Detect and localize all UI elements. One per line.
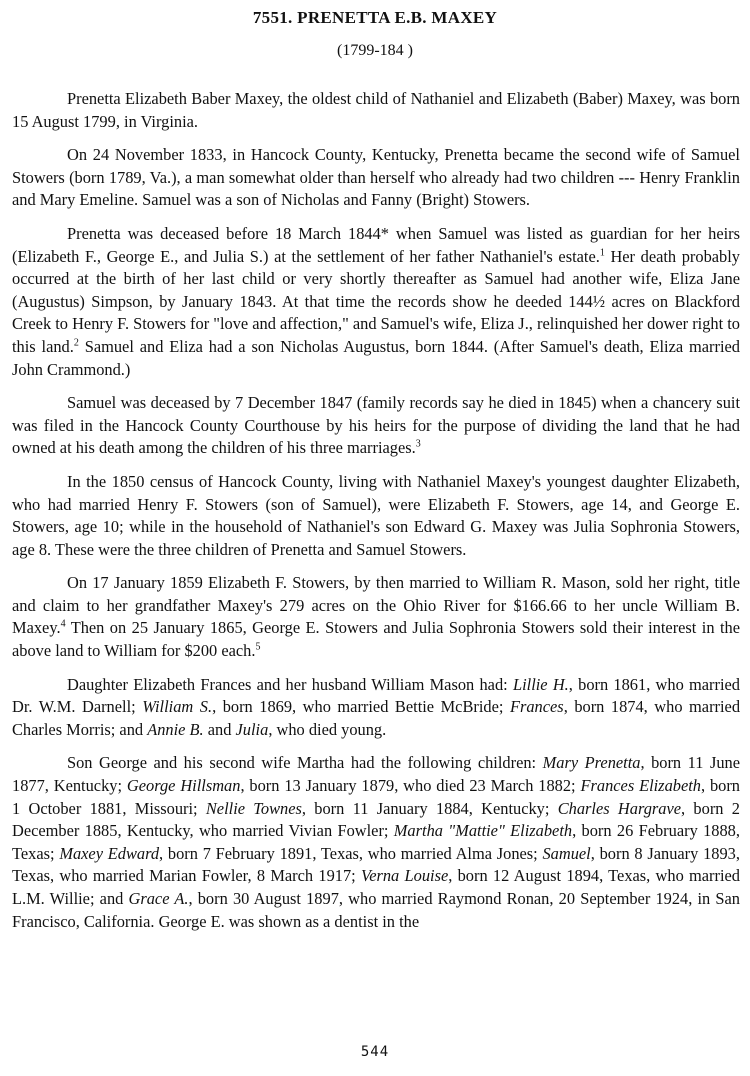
text-run: , born 1861, who married Dr. W.M. Darnell; (12, 674, 740, 717)
text-run: , born 8 January 1893, Texas, who married Marian Fowler, 8 March 1917; (12, 843, 740, 886)
text-run: Prenetta Elizabeth Baber Maxey, the oldest child of Nathaniel and Elizabeth (Baber) Maxey, was born 15 August 1799, in Virginia. (12, 89, 740, 131)
footnote-marker: 2 (73, 337, 79, 349)
paragraph (12, 223, 740, 381)
child-name: Samuel (542, 843, 591, 863)
text-run: , born 7 February 1891, Texas, who married Alma Jones; (159, 843, 543, 863)
text-run: , born 26 February 1888, Texas; (12, 821, 740, 863)
text-run: , born 13 January 1879, who died 23 March 1882; (240, 776, 581, 796)
text-run: Prenetta was deceased before 18 March 1844* when Samuel was listed as guardian for her heirs (Elizabeth F., George E., and Julia S.) at the settlement of her father Nathaniel's estate. (12, 223, 740, 266)
life-dates: (1799-184 ) (337, 42, 413, 59)
child-name: Martha "Mattie" Elizabeth (393, 821, 573, 841)
text-run: On 24 November 1833, in Hancock County, Kentucky, Prenetta became the second wife of Samuel Stowers (born 1789, Va.), a man somewhat older than herself who already had two children --- Henry Franklin and Mary Emeline. Samuel was a son of Nicholas and Fanny (Bright) Stowers. (12, 145, 740, 210)
footnote-marker: 4 (60, 619, 66, 630)
page-title: 7551. PRENETTA E.B. MAXEY (252, 8, 498, 27)
text-run: Samuel and Eliza had a son Nicholas Augustus, born 1844. (After Samuel's death, Eliza married John Crammond.) (12, 336, 740, 379)
child-name: Verna Louise (361, 866, 449, 886)
text-run: , born 11 June 1877, Kentucky; (12, 753, 740, 796)
paragraph (12, 392, 740, 460)
footnote-marker: 3 (415, 438, 421, 450)
text-run: , born 30 August 1897, who married Raymond Ronan, 20 September 1924, in San Francisco, California. George E. was shown as a dentist in the (12, 889, 741, 931)
child-name: Charles Hargrave (557, 798, 682, 818)
child-name: Julia (235, 719, 269, 739)
footnote-marker: 1 (599, 247, 605, 259)
child-name: Annie B. (147, 719, 204, 739)
text-run: , born 11 January 1884, Kentucky; (301, 798, 558, 818)
paragraph (12, 752, 740, 933)
text-run: Then on 25 January 1865, George E. Stowers and Julia Sophronia Stowers sold their interest in the above land to William for $200 each. (12, 618, 740, 661)
paragraph (12, 88, 740, 133)
text-run: , born 1874, who married Charles Morris; and (12, 697, 741, 739)
text-run: Son George and his second wife Martha had the following children: (67, 753, 543, 773)
text-run: , born 1 October 1881, Missouri; (12, 776, 740, 818)
child-name: Mary Prenetta (542, 753, 641, 773)
text-run: Her death probably occurred at the birth of her last child or very shortly thereafter as Samuel had another wife, Eliza Jane (Augustus) Simpson, by January 1843. At that time the records show he deeded 144½ acres on Blackford Creek to Henry F. Stowers for "love and affection," and Samuel's wife, Eliza J., relinquished her dower right to this land. (12, 246, 740, 356)
text-run: and (203, 719, 236, 739)
paragraph (12, 572, 740, 662)
page-number: 544 (360, 1044, 390, 1060)
text-run: , born 2 December 1885, Kentucky, who married Vivian Fowler; (12, 798, 740, 841)
text-run: Daughter Elizabeth Frances and her husband William Mason had: (67, 674, 513, 694)
text-run: Samuel was deceased by 7 December 1847 (family records say he died in 1845) when a chancery suit was filed in the Hancock County Courthouse by his heirs for the purpose of dividing the land that he had owned at his death among the children of his three marriages. (12, 393, 740, 458)
child-name: George Hillsman (126, 776, 241, 796)
child-name: Frances Elizabeth (580, 776, 701, 796)
body-text (12, 88, 740, 944)
child-name: Frances (509, 697, 564, 717)
child-name: Lillie H. (512, 674, 569, 694)
paragraph (12, 471, 740, 561)
text-run: , born 1869, who married Bettie McBride; (212, 697, 510, 717)
text-run: , who died young. (268, 719, 387, 739)
text-run: In the 1850 census of Hancock County, living with Nathaniel Maxey's youngest daughter Elizabeth, who had married Henry F. Stowers (son of Samuel), were Elizabeth F. Stowers, age 14, and George E. Stowers, age 10; while in the household of Nathaniel's son Edward G. Maxey was Julia Sophronia Stowers, age 8. These were the three children of Prenetta and Samuel Stowers. (12, 471, 740, 559)
paragraph (12, 674, 740, 742)
text-run: , born 12 August 1894, Texas, who married L.M. Willie; and (12, 866, 741, 908)
child-name: William S. (142, 697, 213, 717)
paragraph (12, 144, 740, 212)
child-name: Grace A. (128, 889, 189, 908)
child-name: Nellie Townes (205, 798, 302, 818)
text-run: On 17 January 1859 Elizabeth F. Stowers, by then married to William R. Mason, sold her right, title and claim to her grandfather Maxey's 279 acres on the Ohio River for $166.66 to her uncle William B. Maxey. (12, 573, 740, 638)
footnote-marker: 5 (255, 641, 261, 653)
child-name: Maxey Edward (59, 843, 160, 863)
